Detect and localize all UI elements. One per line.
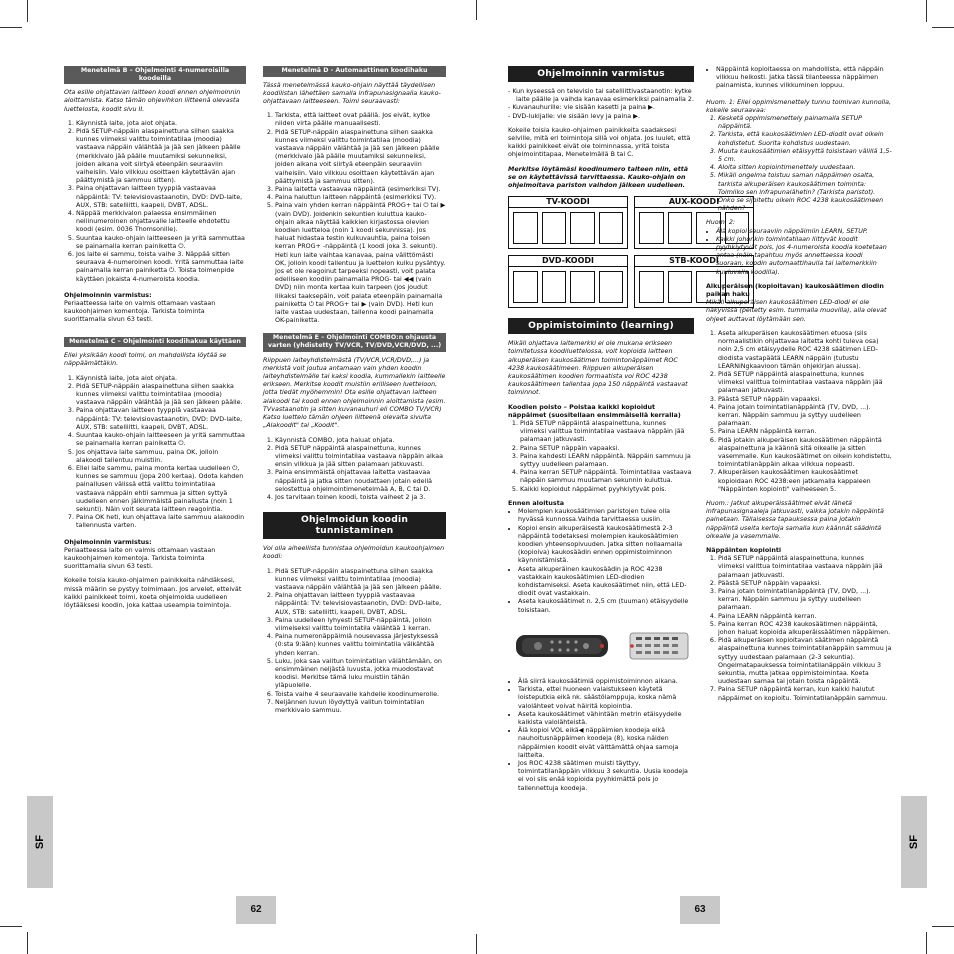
step: 2. Paina ohjattavan laitteen tyyppiä vastaavaa näppäintä: TV: televisiovastaanotin, DVD: DVD-laite, AUX, STB: satelliitti, kaapeli, DVBT, ADSL.: [275, 592, 446, 617]
step: 3. Päästä SETUP näppäin vapaaksi.: [718, 396, 892, 404]
step: 1. Pidä SETUP-näppäin alaspainettuna siihen saakka kunnes viimeksi valittu toimintatilaa (moodia) vastaava näppäin välähtää ja jää sen jälkeen päälle.: [275, 568, 446, 593]
remote-button: [550, 640, 553, 643]
list-item: - Kun kyseessä on televisio tai satelliittivastaanotin: kytke laite päälle ja vaihda kanavaa esimerkiksi painamalla 2.: [516, 88, 694, 104]
step: 6. Jos laite ei sammu, toista vaihe 3. Näppää sitten seuraava 4-numeroinen koodi. Yritä sammuttaa laite painamalla kerran painiketta ⏻. Toista toimenpide käyttäen jokaista 4-numeroista koodia.: [76, 251, 246, 284]
column-2: [263, 66, 446, 886]
note-2-heading: Huom. 2:: [706, 219, 736, 227]
language-tab-left: SF: [27, 796, 53, 888]
step: 4. Suuntaa kauko-ohjain laitteeseen ja yritä sammuttaa se painamalla kerran painiketta ⏻.: [76, 432, 246, 448]
verify-text: Periaatteessa laite on valmis ottamaan vastaan kaukoohjaimen komentoja. Tarkista toiminta suorittamalla sivun 63 testi.: [64, 300, 216, 324]
note-1-heading: Huom. 1: Ellei oppimismenettely tunnu toimivan kunnolla, kokeile seuraavaa:: [706, 98, 892, 114]
crop-mark: [0, 926, 22, 927]
section-header-method-e: Menetelmä E – Ohjelmointi COMBO:n ohjausta varten (yhdistetty TV/VCR, TV/DVD,VCR/DVD, ...): [263, 333, 446, 351]
fold-mark: [476, 934, 477, 954]
section-header-learning: Oppimistoiminto (learning): [508, 318, 694, 334]
list-item: • Kopioi ensin alkuperäisestä kaukosäätimestä 2-3 näppäintä todetaksesi molempien kaukosäätimien koodien yhteensopivuuden. Jatka sitten nollaamalla (kopioiva) kaukosäädin ennen oppimistoiminnon käynnistämistä.: [518, 525, 694, 566]
step: 2. Pidä SETUP näppäintä alaspainettuna, kunnes viimeksi valittu toimintatilaa vastaava näppäin alkaa ensin vilkkua ja jää sitten palamaan jatkuvasti.: [275, 445, 446, 470]
remote-button: [550, 648, 553, 651]
step: 5. Paina kerran ROC 4238 kaukosäätimen näppäintä, johon haluat kopioida alkuperäissäätimen näppäimen.: [718, 621, 892, 637]
remote-button: [645, 644, 651, 647]
step: 1. Käynnistä laite, jota aiot ohjata.: [76, 375, 246, 383]
remote-button: [654, 644, 660, 647]
remote-button: [672, 651, 678, 654]
remote-button: [654, 651, 660, 654]
step: 2. Pidä SETUP-näppäin alaspainettuna siihen saakka kunnes viimeksi valittu toimintatilaa (moodia) vastaava näppäin välähtää ja jää sen jälkeen päälle (merkkivalo jää päälle muutamiksi sekunneiksi, joiden aikana voit siirtyä eteenpäin seuraaviin vaiheisiin. Valo vilkkuu osoittaen käytettävän ajan päättymistä ja sammuu sitten).: [76, 128, 246, 185]
page-number-left: 62: [236, 896, 276, 924]
method-d-steps: [263, 112, 446, 325]
step: 2. Tarkista, että kaukosäätimien LED-diodit ovat oikein kohdistetut. Suorita kohdistus uudestaan.: [718, 131, 892, 147]
step: 4. Paina kerran SETUP näppäintä. Toimintatilaa vastaava näppäin sammuu muutaman sekunnin kuluttua.: [520, 469, 694, 485]
crop-mark: [0, 27, 22, 28]
remote-button: [645, 651, 651, 654]
step: 7. Paina SETUP näppäintä kerran, kun kaikki halutut näppäimet on kopioitu. Toimintatilanäppäin sammuu.: [718, 686, 892, 702]
step: 5. Kaikki kopioidut näppäimet pyyhkiytyvät pois.: [520, 486, 694, 494]
step: 2. Paina SETUP näppäin vapaaksi.: [520, 445, 694, 453]
step: 5. Paina LEARN näppäintä kerran.: [718, 428, 892, 436]
remote-button: [636, 644, 642, 647]
list-item: • Tarkista, ettei huoneen valaistukseen käytetä loisteputkia eikä nk. säästölamppuja, koska nämä valolähteet voivat häiritä kopiointia.: [518, 686, 694, 711]
remote-button: [636, 637, 642, 640]
step: 1. Käynnistä laite, jota aiot ohjata.: [76, 120, 246, 128]
step: 4. Jos tarvitaan toinen koodi, toista vaiheet 2 ja 3.: [275, 494, 446, 502]
step: 2. Päästä SETUP näppäin vapaaksi.: [718, 580, 892, 588]
remote-button: [583, 643, 589, 649]
code-digit-cell: [668, 271, 693, 303]
led-icon: [630, 644, 634, 648]
step: 2. Pidä SETUP-näppäin alaspainettuna siihen saakka kunnes viimeksi valittu toimintatilaa (moodia) vastaava näppäin välähtää ja jää sen jälkeen päälle.: [76, 383, 246, 408]
crop-mark: [27, 932, 28, 954]
remote-button: [566, 640, 569, 643]
step: 4. Aloita sitten kopiointimenettely uudestaan.: [718, 164, 892, 172]
fold-mark: [476, 0, 477, 20]
crop-mark: [932, 926, 954, 927]
verify-text: Periaatteessa laite on valmis ottamaan vastaan kaukoohjaimen komentoja. Tarkista toiminta suorittamalla sivun 63 testi.: [64, 546, 216, 571]
step: 1. Aseta alkuperäisen kaukosäätimen etuosa (siis normaalistikin ohjattavaa laitetta kohti tuleva osa) noin 2,5 cm etäisyydelle ROC 4238 säätimen LED-diodista vastapäätä LEARN näppäin (tutustu LEARNiNgkaavioon tämän ohjekirjan alussa).: [718, 330, 892, 371]
step: 4. Näppää merkkivalon palaessa ensimmäinen neliinumeroinen ohjattavalle laitteelle ehdotettu koodi (esim. 0036 Thomsonille).: [76, 210, 246, 235]
remote-button: [645, 637, 651, 640]
verify-heading: Ohjelmoinnin varmistus:: [64, 538, 152, 546]
verify-list: [508, 88, 694, 121]
code-digit-cell: [668, 212, 693, 244]
code-box-label: STB-KOODI: [635, 256, 753, 267]
step: 1. Pidä SETUP näppäintä alaspainettuna, kunnes viimeksi valittua toimintatilaa vastaava näppäin jää palamaan jatkuvasti.: [718, 555, 892, 580]
code-digit-cell: [513, 212, 538, 244]
step: 1. Kesketä oppimismenettely painamalla SETUP näppäintä.: [718, 115, 892, 131]
delete-codes-steps: [508, 420, 694, 494]
crop-mark: [932, 27, 954, 28]
step: 1. Käynnistä COMBO, jota haluat ohjata.: [275, 437, 446, 445]
step: 3. Paina ohjattavan laitteen tyyppiä vastaavaa näppäintä: TV: televisiovastaanotin, DVD: DVD-laite, AUX, STB: satelliitti, kaapeli, DVBT, ADSL.: [76, 185, 246, 210]
identify-steps: [263, 568, 446, 716]
code-digit-cell: [639, 271, 664, 303]
list-item: • Älä kopioi seuraaviin näppäimiin LEARN, SETUP.: [716, 228, 892, 236]
list-item: • Älä siirrä kaukosäätimiä oppimistoiminnon aikana.: [518, 678, 694, 686]
dvd-code-box: [508, 255, 628, 308]
remote-button: [574, 648, 577, 651]
list-item: • Älä kopioi VOL eikä◀ näppäimien koodeja eikä nauhoitusnäppäimen koodeja (8), koska näiden näppäimien koodit eivät välttämättä ohjaa samoja laitteita.: [518, 727, 694, 760]
remote-button: [636, 651, 642, 654]
tv-code-box: [508, 196, 628, 249]
remote-button: [558, 648, 561, 651]
step: 5. Jos ohjattava laite sammuu, paina OK, jolloin alakoodi tallentuu muistiin.: [76, 449, 246, 465]
code-box-label: DVD-KOODI: [509, 256, 627, 267]
learning-intro: Mikäli ohjattava laitemerkki ei ole mukana erikseen toimitetussa koodiluettelossa, voit kopioida laitteen alkuperäisen kaukosäätimen toimintonäppäimet ROC 4238 kaukosäätimeen. Riippuen alkuperäisen kaukosäätimen koodien formaatista voi ROC 4238 kaukosäätimeen tallentaa jopa 150 näppäintä vastaavat toiminnot.: [508, 340, 688, 397]
note-2-list: [706, 228, 892, 277]
find-diode-intro: Mikäli alkuperäisen kaukosäätimen LED-diodi ei ole näkyvissä (peitetty esim. tummalla muovilla), alla olevat ohjeet auttavat löytämään sen.: [706, 299, 887, 323]
crop-mark: [926, 0, 927, 22]
column-1: [64, 66, 246, 886]
identify-intro: Voi olla aiheellista tunnistaa ohjelmoidun kaukoohjaimen koodi:: [263, 545, 445, 561]
remote-alignment-illustration: [514, 625, 690, 667]
column-4: [706, 66, 892, 886]
step: 6. Pidä jotakin alkuperäisen kaukosäätimen näppäintä alaspainettuna ja käännä sitä oikealle ja sitten vasemmalle. Kun kaukosäätimet on oikein kohdistettu, toimintatilanäppäin alkaa vilkkua nopeasti.: [718, 437, 892, 470]
list-item: - DVD-lukijalle: vie sisään levy ja paina ▶.: [516, 113, 694, 121]
remote-button: [566, 648, 569, 651]
copy-keys-heading: Näppäinten kopiointi: [706, 546, 782, 554]
step: 3. Paina ohjattavan laitteen tyyppiä vastaavaa näppäintä: TV: televisiovastaanotin, DVD: DVD-laite, AUX, STB: satelliitti, kaapeli, DVBT, ADSL.: [76, 407, 246, 432]
step: 6. Pidä alkuperäisen kopioitavan säätimen näppäintä alaspainettuna kunnes toimintatilanäppäin sammuu ja syttyy uudestaan palamaan (2-3 sekuntia). Ongelmatapauksessa toimintatilanäppäin vilkkuu 3 sekuntia, mutta jatkaa oppimistoimintaa. Koeta uudestaan samaa tai jotain toista näppäintä.: [718, 637, 892, 686]
remote-button: [663, 651, 669, 654]
list-item: • Aseta alkuperäinen kaukosäädin ja ROC 4238 vastakkain kaukosäätimien LED-diodien kohdistamiseksi. Aseta kaukosäätimet niin, että LED-diodit ovat vastakkain.: [518, 566, 694, 599]
section-header-verify: Ohjelmoinnin varmistus: [508, 66, 694, 82]
list-item: • Molempien kaukosäätimien paristojen tulee olla hyvässä kunnossa.Vaihda tarvittaessa uusiin.: [518, 508, 694, 524]
step: 4. Paina numeronäppäimiä nousevassa järjestyksessä (0:sta 9:ään) kunnes valittu toimintatila välkähtää yhden kerran.: [275, 633, 446, 658]
remote-button: [654, 637, 660, 640]
note-1-steps: [706, 115, 892, 213]
step: 7. Paina OK heti, kun ohjattava laite sammuu alakoodin tallennusta varten.: [76, 514, 246, 530]
code-digit-cell: [570, 271, 595, 303]
remote-button: [663, 637, 669, 640]
step: 3. Paina jotain toimintatilanäppäintä (TV, DVD, ...). kerran. Näppäin sammuu ja syttyy uudelleen palamaan.: [718, 588, 892, 613]
code-digit-cell: [542, 271, 567, 303]
step: 4. Paina haluttun laitteen näppäintä (esimerkiksi TV).: [275, 194, 446, 202]
led-icon: [600, 644, 604, 648]
step: 5. Paina vain yhden kerran näppäintä PROG+ tai ⏻ tai ▶ (vain DVD). Joidenkin sekuntien kuluttua kauko-ohjain alkaa näyttää kaikkien kirjastossa olevien koodien luetteloa (noin 1 koodi sekunnissa). Jos haluat hidastaa testin kulkuvauhtia, paina toisen kerran PROG+ -näppäintä (1 koodi joka 3. sekunti). Heti kun laite vaihtaa kanavaa, paina välittömästi OK, jolloin koodi tallentuu ja luettelon kulku pysähtyy. Jos et ole reagoinut tarpeeksi nopeasti, voit palata edelliseen koodiin painamalla PROG- tai ◀◀ (vain DVD) niin monta kertaa kuin tarpeen (jos joudut liikaksi taaksepäin, voit palata eteenpäin painamalla painiketta ⏻ tai PROG+ tai ▶ (vain DVD). Heti kun laite vastaa uudestaan, tallenna koodi painamalla OK-painiketta.: [275, 202, 446, 325]
step: 3. Paina ensimmäistä ohjattavaa laitetta vastaavaa näppäintä ja jatka sitten noudattaen jotain edellä selostettua ohjelmointimenetelmää A, B, C tai D.: [275, 469, 446, 494]
method-b-steps: [64, 120, 246, 284]
list-item: • Aseta kaukosäätimet n. 2,5 cm (tuuman) etäisyydelle toisistaan.: [518, 598, 694, 614]
list-item: • Näppäintä kopioitaessa on mahdollista, että näppäin vilkkuu heikosti. Jatka tässä tilanteessa näppäimen painamista, kunnes vilkkuminen loppuu.: [716, 66, 892, 91]
remote-button: [574, 640, 577, 643]
method-b-intro: Ota esille ohjattavan laitteen koodi ennen ohjelmoinnin aloittamista. Katso tämän ohjevihkon liitteenä olevasta luettelosta, koodit sivu II.: [64, 89, 241, 113]
find-diode-steps: [706, 330, 892, 494]
step: 1. Tarkista, että laitteet ovat päällä. Jos eivät, kytke niiden virta päälle manuaalisesti.: [275, 112, 446, 128]
list-item: • Jos ROC 4238 säätimen muisti täyttyy, toimintatilanäppäin vilkkuu 3 sekuntia. Uusia koodeja ei voi siis enää kopioida pyyhkimättä pois jo tallennettuja koodeja.: [518, 760, 694, 793]
remote-button: [672, 644, 678, 647]
before-start-heading: Ennen aloitusta: [508, 499, 565, 507]
verify-paragraph: Kokeile toisia kauko-ohjaimen painikkeita saadaksesi selville, mitä eri toimintoja sillä voi ohjata. Jos luulet, että kaikki painikkeet eivät ole toiminnassa, yritä toista ohjelmointitapaa, Menetelmällä B tai C.: [508, 126, 691, 159]
step: 6. Toista vaihe 4 seuraavalle kahdelle koodinumerolle.: [275, 691, 446, 699]
step: 5. Suuntaa kauko-ohjain laitteeseen ja yritä sammuttaa se painamalla kerran painiketta ⏻.: [76, 235, 246, 251]
copy-note-list: [706, 66, 892, 91]
find-diode-heading: Alkuperäisen (kopioitavan) kaukosäätimen diodin paikan haku: [706, 282, 884, 299]
method-c-intro: Ellei yksikään koodi toimi, on mahdollista löytää se näppäämättäkin.: [64, 352, 227, 368]
list-item: • Kaikki johonkin toimintatilaan liittyvät koodit pyyhkiytyvät pois, jos 4-numeroista koodia koetetaan antaa (näin tapahtuu myös annettaessa koodi suoraan, koodin automaattihaulla tai laitemerkkiin kuuluvalla koodilla).: [716, 236, 892, 277]
remote-button: [663, 644, 669, 647]
record-code-note: Merkitse löytämäsi koodinumero talteen niin, että se on käytettävissä tarvittaessa. Kauko-ohjain on ohjelmoitava pariston vaihdon jälkeen uudelleen.: [508, 165, 689, 190]
step: 7. Alkuperäisen kaukosäätimen kaukosäätimet kopioidaan ROC 4238:een jatkamalla kappaleen "Näppäinten kopiointi" vaiheeseen 5.: [718, 469, 892, 494]
code-digit-cell: [599, 271, 624, 303]
delete-codes-heading: Koodien poisto – Poistaa kaikki kopioidut näppäimet (suositellaan ensimmäisellä kerralla): [508, 403, 681, 419]
step: 7. Neljännen luvun löydyttyä valitun toimintatilan merkkivalo sammuu.: [275, 699, 446, 715]
before-start-list: [508, 508, 694, 615]
code-digit-cell: [599, 212, 624, 244]
code-record-grid: [508, 196, 720, 308]
code-box-label: TV-KOODI: [509, 197, 627, 208]
code-digit-cell: [513, 271, 538, 303]
method-c-steps: [64, 375, 246, 531]
code-digit-cell: [570, 212, 595, 244]
step: 2. Pidä SETUP-näppäin alaspainettuna siihen saakka kunnes viimeksi valittu toimintatilaa (moodia) vastaava näppäin välähtää ja jää sen jälkeen päälle (merkkivalo jää päälle muutamiksi sekunneiksi, joiden aikana voit siirtyä eteenpäin seuraaviin vaiheisiin. Valo vilkkuu osoittaen käytettävän ajan päättymistä ja sammuu sitten).: [275, 129, 446, 186]
step: 3. Paina uudelleen lyhyesti SETUP-näppäintä, jolloin viimeiseksi valittu toimintatila välähtää 1 kerran.: [275, 617, 446, 633]
step: 4. Paina LEARN näppäintä kerran.: [718, 613, 892, 621]
code-digit-cell: [639, 212, 664, 244]
code-box-label: AUX-KOODI: [635, 197, 753, 208]
step: 3. Muuta kaukosäätimien etäisyyttä toisistaan välillä 1,5-5 cm.: [718, 148, 892, 164]
step: 3. Paina laitetta vastaavaa näppäintä (esimerkiksi TV).: [275, 186, 446, 194]
section-header-method-c: Menetelmä C – Ohjelmointi koodihakua käyttäen: [64, 337, 246, 348]
find-diode-note: Huom.: Jatkut alkuperäissäätimet eivät lähetä infrapunasignaaleja jatkuvasti, vaikka jotakin näppäintä painetaan. Tällaisessa tapauksessa paina jotakin näppäintä useita kertoja samalla kun käännät säädintä oikealle ja vasemmalle.: [706, 499, 884, 540]
list-item: • Aseta kaukosäätimet vähintään metrin etäisyydelle kaikista valolähteistä.: [518, 711, 694, 727]
copy-keys-steps: [706, 555, 892, 703]
remote-button: [558, 640, 561, 643]
language-tab-right: SF: [901, 796, 927, 888]
crop-mark: [27, 0, 28, 22]
step: 2. Pidä SETUP näppäintä alaspainettuna, kunnes viimeksi valittua toimintatilaa vastaava näppäin jää palamaan jatkuvasti.: [718, 371, 892, 396]
step: 5. Mikäli ongelma toistuu saman näppäimen osalta, tarkista alkuperäisen kaukosäätimen toiminta: Toimiiko sen infrapunalähetin? (Tarkista paristot). Onko se sijoitettu oikein ROC 4238 kaukosäätimeen nähden?: [718, 172, 892, 213]
section-header-method-b: Menetelmä B – Ohjelmointi 4-numeroisilla koodeilla: [64, 66, 246, 84]
remote-button: [534, 642, 542, 650]
learning-tips-list: [508, 678, 694, 793]
column-3: [508, 66, 720, 894]
step: 6. Ellei laite sammu, paina monta kertaa uudelleen ⏻, kunnes se sammuu (jopa 200 kertaa). Odota kahden painallusen välissä että valittu toimintatilaa vastaava näppäin ehtii sammua ja sitten syttyä uudelleen ennen jälkimmäistä painallusta (noin 1 sekunti). Näin voit seurata laitteen reagointia.: [76, 465, 246, 514]
section-header-identify-code: Ohjelmoidun koodin tunnistaminen: [263, 512, 446, 539]
list-item: - Kuvanauhurille: vie sisään kasetti ja paina ▶.: [516, 104, 694, 112]
verify-heading: Ohjelmoinnin varmistus:: [64, 291, 152, 299]
step: 5. Luku, joka saa valitun toimintatilan välähtämään, on ensimmäinen neljästä luvusta, jotka muodostavat koodisi. Merkitse tämä luku muistiin tähän yläpuolelle.: [275, 658, 446, 691]
code-digit-cell: [542, 212, 567, 244]
page-number-right: 63: [680, 896, 720, 924]
step: 3. Paina kahdesti LEARN näppäintä. Näppäin sammuu ja syttyy uudelleen palamaan.: [520, 453, 694, 469]
method-d-intro: Tässä menetelmässä kauko-ohjain näyttää täydellisen koodilistan lähettäen samalla infrapunasignaalia kauko-ohjattavaan laitteeseen. Toimi seuraavasti:: [263, 81, 441, 105]
step: 4. Paina jotain toimintatilanäppäintä (TV, DVD, ...). kerran. Näppäin sammuu ja syttyy uudelleen palamaan.: [718, 404, 892, 429]
method-c-outro: Kokeile toisia kauko-ohjaimen painikkeita nähdäksesi, missä määrin se pystyy toimimaan. Jos arvelet, etteivät kaikki painikkeet toimi, koeta ohjelmoida uudelleen löytääksesi koodin, joka kattaa useampia toimintoja.: [64, 577, 242, 609]
method-e-steps: [263, 437, 446, 503]
remote-button: [672, 637, 678, 640]
step: 1. Pidä SETUP näppäintä alaspainettuna, kunnes viimeksi valittua toimintatilaa vastaava näppäin jää palamaan jatkuvasti.: [520, 420, 694, 445]
crop-mark: [926, 932, 927, 954]
method-e-intro: Riippuen laiteyhdistelmästä (TV/VCR,VCR/DVD,...) ja merkistä voit joutua antamaan vain yhden koodin laiteyhdistelmälle tai kaksi koodia, kummallekin laitteelle erikseen. Merkitse koodit muistiin erilliseen luetteloon, jotta tiedät myöhemmin! Ota esille ohjattavan laitteen alakoodi tai koodi ennen ohjelmoinnin aloittamista (esim. TVvastaanotin ja sitten kuvanauhuri eli COMBO TV/VCR) Katso luettelo tämän ohjeen liitteenä olevalta sivulta „Alakoodit" tai „Koodit".: [263, 356, 446, 430]
section-header-method-d: Menetelmä D - Automaattinen koodihaku: [263, 66, 446, 77]
